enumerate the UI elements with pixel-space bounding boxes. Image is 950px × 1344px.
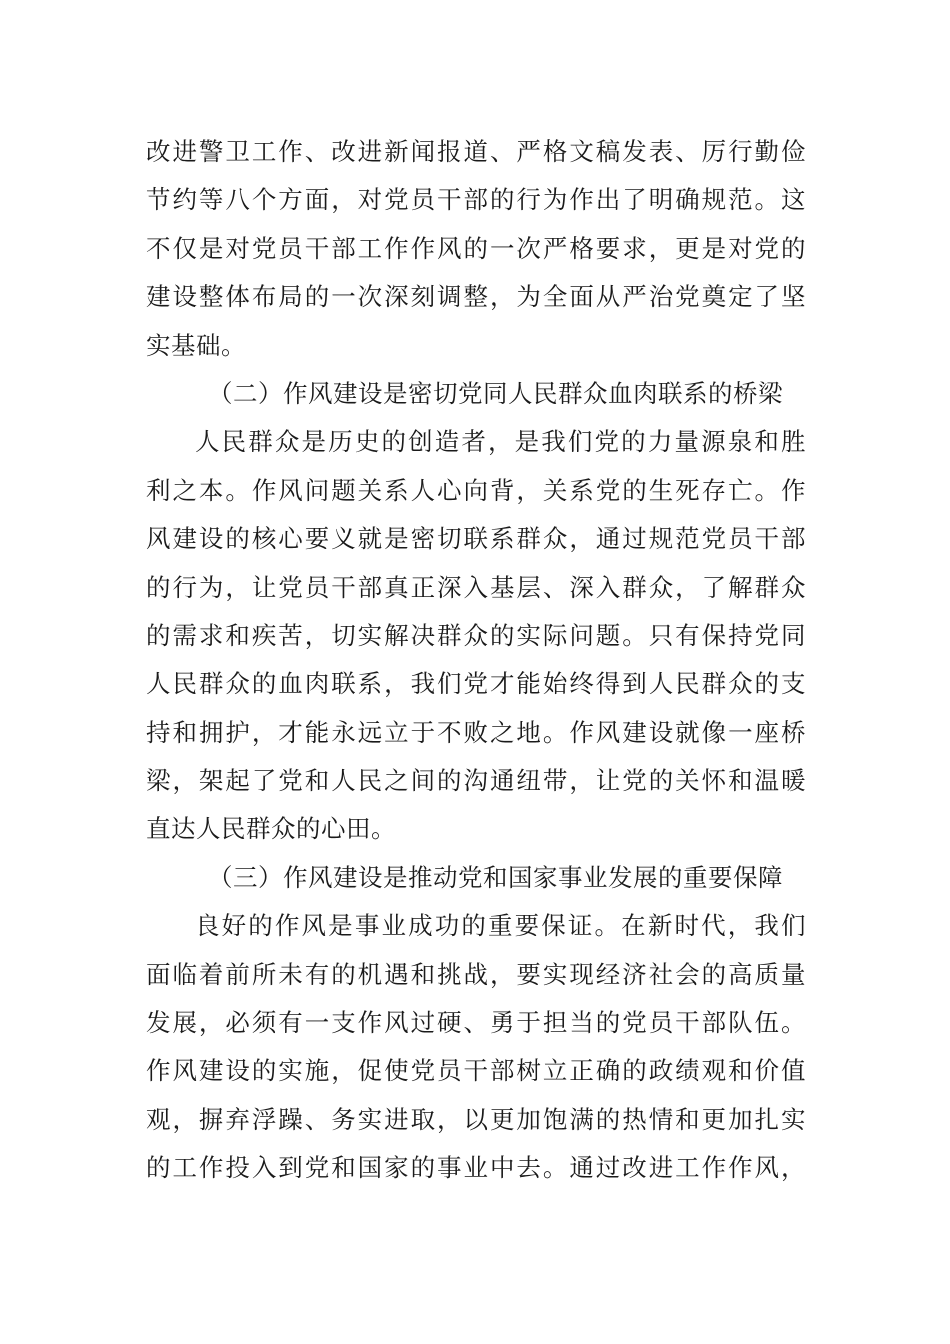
text-line: 人民群众的血肉联系，我们党才能始终得到人民群众的支 bbox=[146, 669, 806, 699]
text-line: 建设整体布局的一次深刻调整，为全面从严治党奠定了坚 bbox=[146, 282, 806, 312]
text-line: 的需求和疾苦，切实解决群众的实际问题。只有保持党同 bbox=[146, 620, 806, 650]
section-heading-2: （二）作风建设是密切党同人民群众血肉联系的桥梁 bbox=[208, 378, 783, 408]
text-line: 的行为，让党员干部真正深入基层、深入群众，了解群众 bbox=[146, 572, 806, 602]
text-line: 良好的作风是事业成功的重要保证。在新时代，我们 bbox=[195, 911, 806, 941]
text-line: 风建设的核心要义就是密切联系群众，通过规范党员干部 bbox=[146, 524, 806, 554]
text-line: 作风建设的实施，促使党员干部树立正确的政绩观和价值 bbox=[146, 1056, 806, 1086]
text-line: 利之本。作风问题关系人心向背，关系党的生死存亡。作 bbox=[146, 475, 806, 505]
section-heading-3: （三）作风建设是推动党和国家事业发展的重要保障 bbox=[208, 862, 783, 892]
text-line: 直达人民群众的心田。 bbox=[146, 814, 396, 844]
text-line: 实基础。 bbox=[146, 330, 246, 360]
text-line: 改进警卫工作、改进新闻报道、严格文稿发表、厉行勤俭 bbox=[146, 137, 806, 166]
text-line: 观，摒弃浮躁、务实进取，以更加饱满的热情和更加扎实 bbox=[146, 1104, 806, 1134]
text-line: 持和拥护，才能永远立于不败之地。作风建设就像一座桥 bbox=[146, 717, 806, 747]
text-line: 的工作投入到党和国家的事业中去。通过改进工作作风， bbox=[146, 1153, 806, 1183]
text-line: 梁，架起了党和人民之间的沟通纽带，让党的关怀和温暖 bbox=[146, 766, 806, 796]
paragraph-intro bbox=[146, 128, 806, 370]
text-line: 人民群众是历史的创造者，是我们党的力量源泉和胜 bbox=[195, 427, 806, 457]
paragraph-2 bbox=[146, 418, 806, 854]
text-line: 节约等八个方面，对党员干部的行为作出了明确规范。这 bbox=[146, 185, 806, 215]
text-line: 发展，必须有一支作风过硬、勇于担当的党员干部队伍。 bbox=[146, 1008, 806, 1038]
document-body bbox=[146, 128, 806, 1193]
text-line: 不仅是对党员干部工作作风的一次严格要求，更是对党的 bbox=[146, 233, 806, 263]
paragraph-3 bbox=[146, 902, 806, 1192]
text-line: 面临着前所未有的机遇和挑战，要实现经济社会的高质量 bbox=[146, 959, 806, 989]
